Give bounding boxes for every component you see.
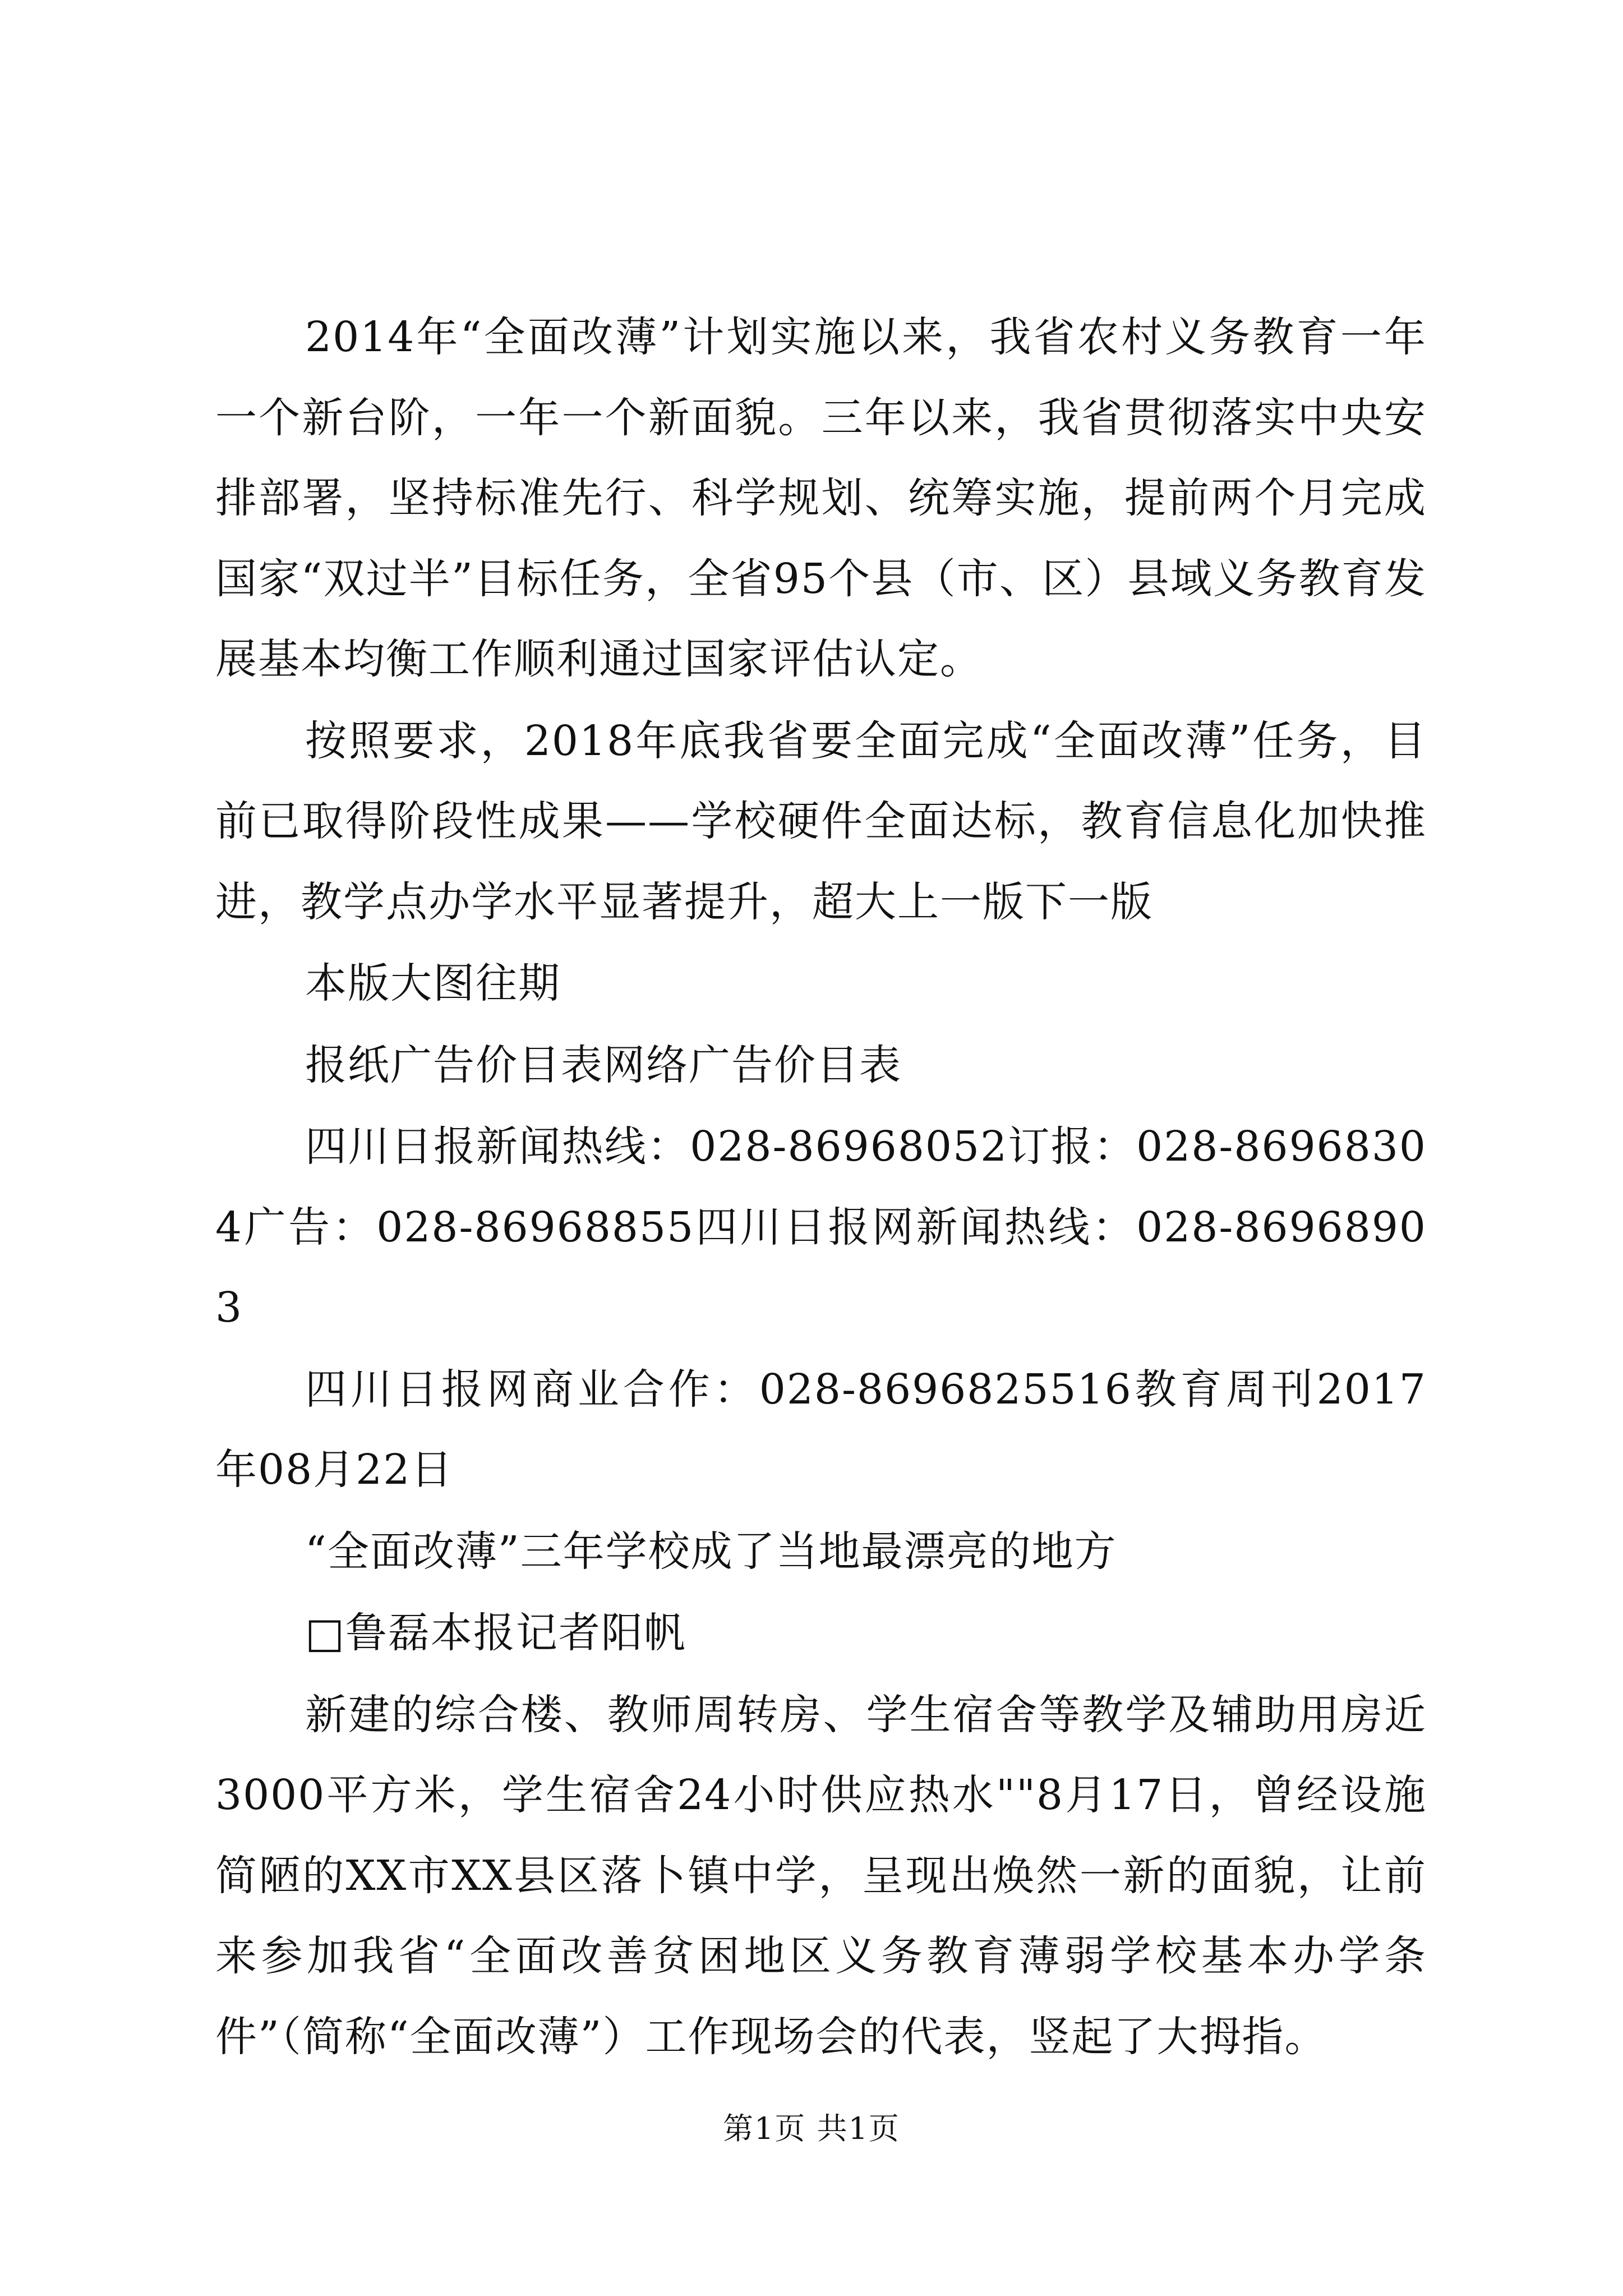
paragraph-byline: □鲁磊本报记者阳帆 — [305, 1609, 686, 1657]
page-footer: 第1页 共1页 — [723, 2111, 900, 2146]
document-body — [215, 297, 1427, 2078]
paragraph-ad-price-list: 报纸广告价目表网络广告价目表 — [305, 1041, 902, 1089]
paragraph-article-body: 新建的综合楼、教师周转房、学生宿舍等教学及辅助用房近3000平方米，学生宿舍24小时供应热水""8月17日，曾经设施简陋的XX市XX县区落卜镇中学，呈现出焕然一新的面貌，让前来参加我省“全面改善贫困地区义务教育薄弱学校基本办学条件”（简称“全面改薄”）工作现场会的代表，竖起了大拇指。 — [215, 1690, 1427, 2061]
paragraph-business-cooperation: 四川日报网商业合作：028-8696825516教育周刊2017年08月22日 — [215, 1365, 1427, 1494]
paragraph-article-headline: “全面改薄”三年学校成了当地最漂亮的地方 — [305, 1527, 1117, 1576]
paragraph-hotlines: 四川日报新闻热线：028-86968052订报：028-86968304广告：028-86968855四川日报网新闻热线：028-86968903 — [215, 1122, 1427, 1332]
paragraph-large-image-archive: 本版大图往期 — [305, 959, 561, 1007]
paragraph-intro: 2014年“全面改薄”计划实施以来，我省农村义务教育一年一个新台阶，一年一个新面貌。三年以来，我省贯彻落实中央安排部署，坚持标准先行、科学规划、统筹实施，提前两个月完成国家“双过半”目标任务，全省95个县（市、区）县域义务教育发展基本均衡工作顺利通过国家评估认定。 — [215, 313, 1427, 683]
paragraph-requirements: 按照要求，2018年底我省要全面完成“全面改薄”任务，目前已取得阶段性成果——学校硬件全面达标，教育信息化加快推进，教学点办学水平显著提升，超大上一版下一版 — [215, 716, 1427, 926]
